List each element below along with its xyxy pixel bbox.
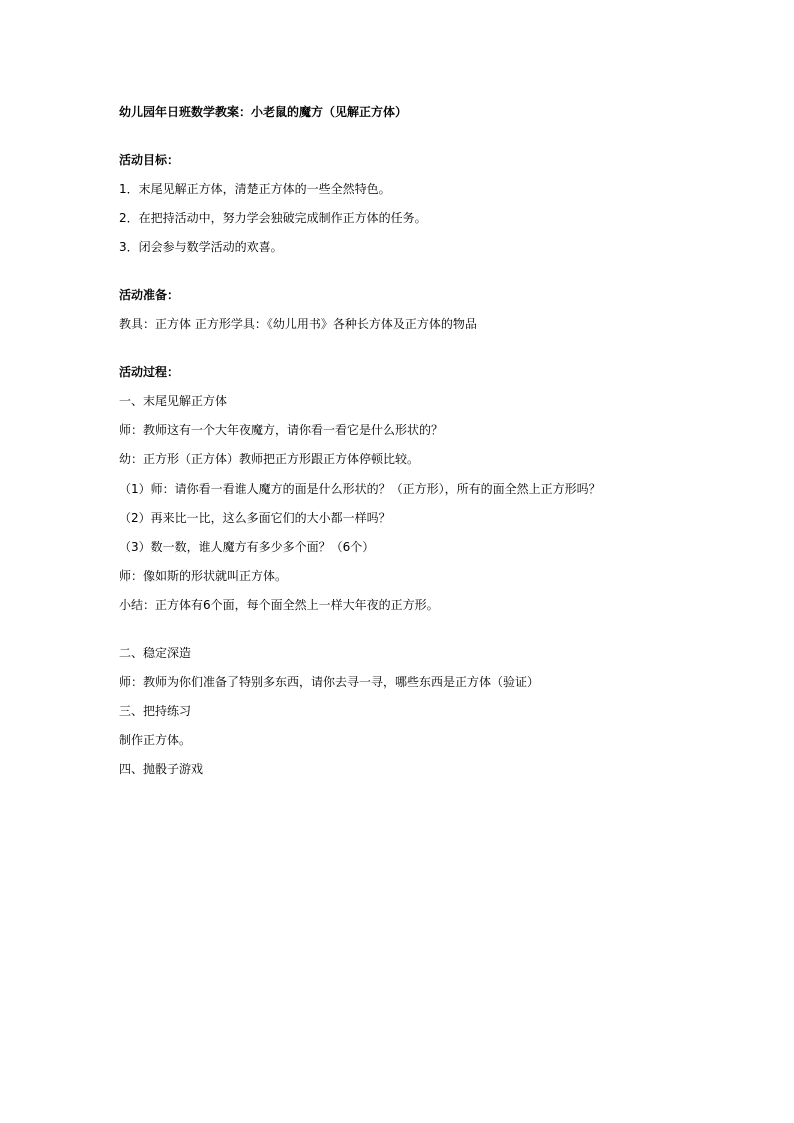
section-heading: 二、稳定深造 [119,646,192,660]
goal-item: 3．闭会参与数学活动的欢喜。 [119,240,283,254]
goals-heading: 活动目标： [119,153,180,167]
process-line: （1）师：请你看一看谁人魔方的面是什么形状的？（正方形），所有的面全然上正方形吗？ [119,482,601,496]
process-line: 一、末尾见解正方体 [119,394,228,408]
prep-text: 教具：正方体 正方形学具：《幼儿用书》各种长方体及正方体的物品 [119,317,477,331]
process-line: （3）数一数，谁人魔方有多少多个面？（6个） [119,540,375,554]
goal-item: 2．在把持活动中，努力学会独破完成制作正方体的任务。 [119,211,427,225]
section-heading: 三、把持练习 [119,704,192,718]
process-line: 制作正方体。 [119,733,192,747]
goal-item: 1．末尾见解正方体，清楚正方体的一些全然特色。 [119,182,391,196]
process-line: （2）再来比一比，这么多面它们的大小都一样吗？ [119,511,391,525]
process-line: 师：教师为你们准备了特别多东西，请你去寻一寻，哪些东西是正方体（验证） [119,675,540,689]
process-heading: 活动过程： [119,365,180,379]
process-line: 小结：正方体有6个面，每个面全然上一样大年夜的正方形。 [119,598,439,612]
section-heading: 四、抛骰子游戏 [119,762,204,776]
process-line: 幼：正方形（正方体）教师把正方形跟正方体停顿比较。 [119,452,420,466]
process-line: 师：教师这有一个大年夜魔方，请你看一看它是什么形状的？ [119,423,444,437]
prep-heading: 活动准备： [119,288,180,302]
process-line: 师：像如斯的形状就叫正方体。 [119,569,288,583]
document-title: 幼儿园年日班数学教案：小老鼠的魔方（见解正方体） [119,105,408,119]
